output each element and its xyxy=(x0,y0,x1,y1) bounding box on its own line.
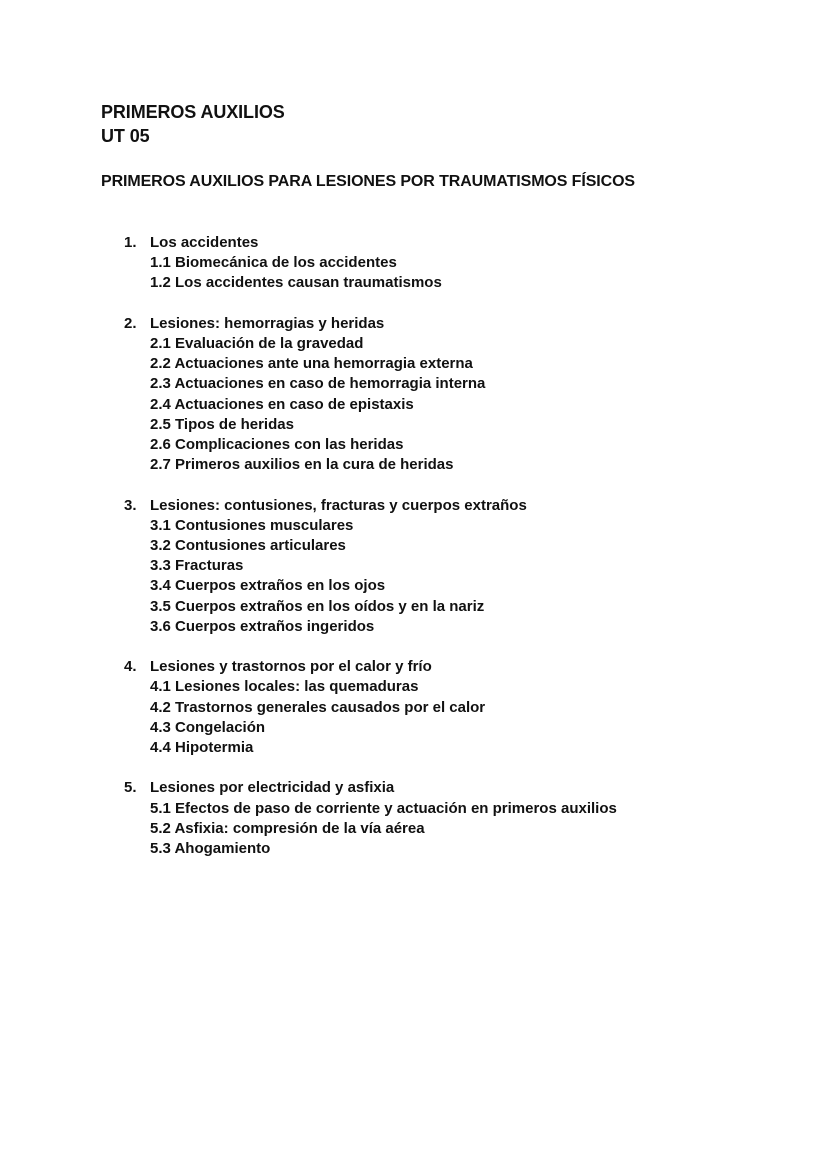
section-title: Lesiones: hemorragias y heridas xyxy=(150,314,385,332)
toc-section xyxy=(124,496,764,637)
subsection-item: 2.5 Tipos de heridas xyxy=(150,415,294,433)
section-number: 3. xyxy=(124,496,137,514)
subsection-item: 4.3 Congelación xyxy=(150,718,266,736)
subsection-item: 2.2 Actuaciones ante una hemorragia externa xyxy=(150,355,473,373)
subsection-item: 2.7 Primeros auxilios en la cura de heridas xyxy=(150,456,454,474)
toc-section xyxy=(124,233,764,294)
subsection-item: 4.2 Trastornos generales causados por el calor xyxy=(150,698,486,716)
section-number: 5. xyxy=(124,779,137,797)
section-number: 2. xyxy=(124,314,137,332)
subsection-item: 2.3 Actuaciones en caso de hemorragia interna xyxy=(150,375,486,393)
subsection-item: 4.1 Lesiones locales: las quemaduras xyxy=(150,678,419,696)
subsection-item: 3.1 Contusiones musculares xyxy=(150,516,354,534)
section-header xyxy=(124,233,764,253)
subsection-item: 3.2 Contusiones articulares xyxy=(150,537,346,555)
toc-section xyxy=(124,778,764,859)
subsection-item: 3.6 Cuerpos extraños ingeridos xyxy=(150,617,375,635)
subsection-item: 2.4 Actuaciones en caso de epistaxis xyxy=(150,395,414,413)
section-number: 4. xyxy=(124,658,137,676)
subsection-item: 1.2 Los accidentes causan traumatismos xyxy=(150,274,442,292)
subsection-item: 2.6 Complicaciones con las heridas xyxy=(150,436,404,454)
unit-heading: PRIMEROS AUXILIOS PARA LESIONES POR TRAUMATISMOS FÍSICOS xyxy=(101,173,635,190)
subsection-item: 2.1 Evaluación de la gravedad xyxy=(150,335,364,352)
subsection-item: 3.5 Cuerpos extraños en los oídos y en la nariz xyxy=(150,597,485,615)
section-title: Los accidentes xyxy=(150,234,259,251)
section-number: 1. xyxy=(124,234,137,251)
subsection-item: 5.2 Asfixia: compresión de la vía aérea xyxy=(150,819,425,837)
subsection-item: 5.3 Ahogamiento xyxy=(150,840,271,858)
subsection-item: 5.1 Efectos de paso de corriente y actuación en primeros auxilios xyxy=(150,799,617,817)
section-header xyxy=(124,314,764,334)
document-title-block xyxy=(101,100,285,148)
section-header xyxy=(124,778,764,798)
toc-section xyxy=(124,314,764,476)
unit-title: UT 05 xyxy=(101,126,150,146)
subsection-item: 1.1 Biomecánica de los accidentes xyxy=(150,254,397,272)
subsection-item: 4.4 Hipotermia xyxy=(150,739,254,757)
subject-title: PRIMEROS AUXILIOS xyxy=(101,102,285,122)
section-header xyxy=(124,657,764,677)
section-title: Lesiones: contusiones, fracturas y cuerpos extraños xyxy=(150,496,527,514)
section-title: Lesiones por electricidad y asfixia xyxy=(150,779,395,797)
section-header xyxy=(124,496,764,516)
section-title: Lesiones y trastornos por el calor y frío xyxy=(150,658,432,676)
table-of-contents xyxy=(124,233,764,879)
subsection-item: 3.4 Cuerpos extraños en los ojos xyxy=(150,577,386,595)
subsection-item: 3.3 Fracturas xyxy=(150,557,244,575)
toc-section xyxy=(124,657,764,758)
